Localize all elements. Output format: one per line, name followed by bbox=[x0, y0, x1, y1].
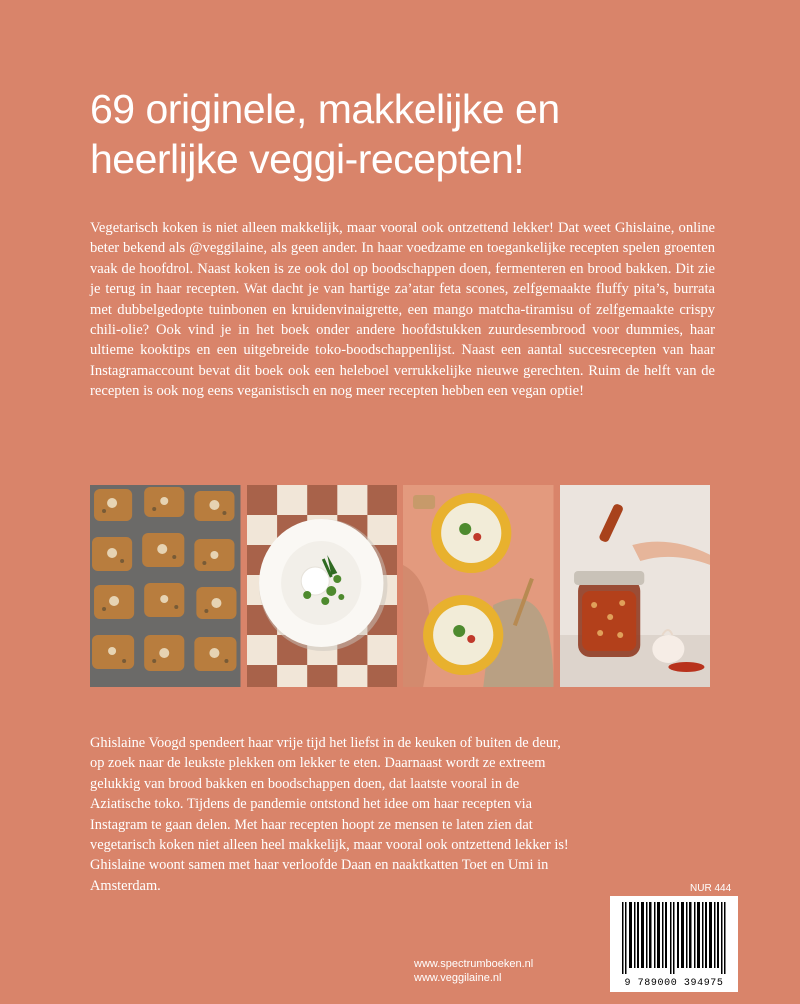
website-publisher[interactable]: www.spectrumboeken.nl bbox=[414, 958, 534, 970]
headline bbox=[90, 84, 730, 184]
website-author[interactable]: www.veggilaine.nl bbox=[414, 972, 502, 984]
nur-code: NUR 444 bbox=[690, 883, 732, 894]
intro-paragraph: Vegetarisch koken is niet alleen makkelijk, maar vooral ook ontzettend lekker! Dat weet Ghislaine, online beter bekend als @veggilaine, als geen ander. In haar voedzame en toegankelijke recepten spelen groenten vaak de hoofdrol. Naast koken is ze ook dol op boodschappen doen, fermenteren en brood bakken. Dit zie je terug in haar recepten. Wat dacht je van hartige za’atar feta scones, zelfgemaakte fluffy pita’s, burrata met dubbelgedopte tuinbonen en kruidenvinaigrette, een mango matcha-tiramisu of zelfgemaakte crispy chili-olie? Ook vind je in het boek onder andere hoofdstukken zuurdesembrood voor dummies, haar ultieme kooktips en een uitgebreide toko-boodschappenlijst. Naast een aantal succesrecepten van haar Instagramaccount bevat dit boek ook een heleboel verrukkelijke nieuwe gerechten. Ruim de helft van de recepten is ook nog eens veganistisch en nog meer recepten hebben een vegan optie! bbox=[90, 220, 715, 400]
soup-bowls-photo bbox=[403, 485, 554, 687]
isbn-digits: 9 789000 394975 bbox=[624, 978, 724, 989]
chili-oil-jar-photo bbox=[560, 485, 711, 687]
headline-line-2: heerlijke veggi-recepten! bbox=[90, 136, 525, 182]
photo-strip bbox=[90, 485, 710, 687]
scones-photo bbox=[90, 485, 241, 687]
headline-line-1: 69 originele, makkelijke en bbox=[90, 86, 560, 132]
author-bio: Ghislaine Voogd spendeert haar vrije tijd het liefst in de keuken of buiten de deur, op zoek naar de leukste plekken om lekker te eten. Daarnaast wordt ze extreem gelukkig van brood bakken en boodschappen doen, dat laatste vooral in de Aziatische toko. Tijdens de pandemie ontstond het idee om haar recepten via Instagram te gaan delen. Met haar recepten hoopt ze mensen te laten zien dat vegetarisch koken niet alleen heel makkelijk, maar vooral ook ontzettend lekker is! Ghislaine woont samen met haar verloofde Daan en naaktkatten Toet en Umi in Amsterdam. bbox=[90, 735, 569, 894]
website-list bbox=[414, 957, 533, 985]
burrata-plate-photo bbox=[247, 485, 398, 687]
